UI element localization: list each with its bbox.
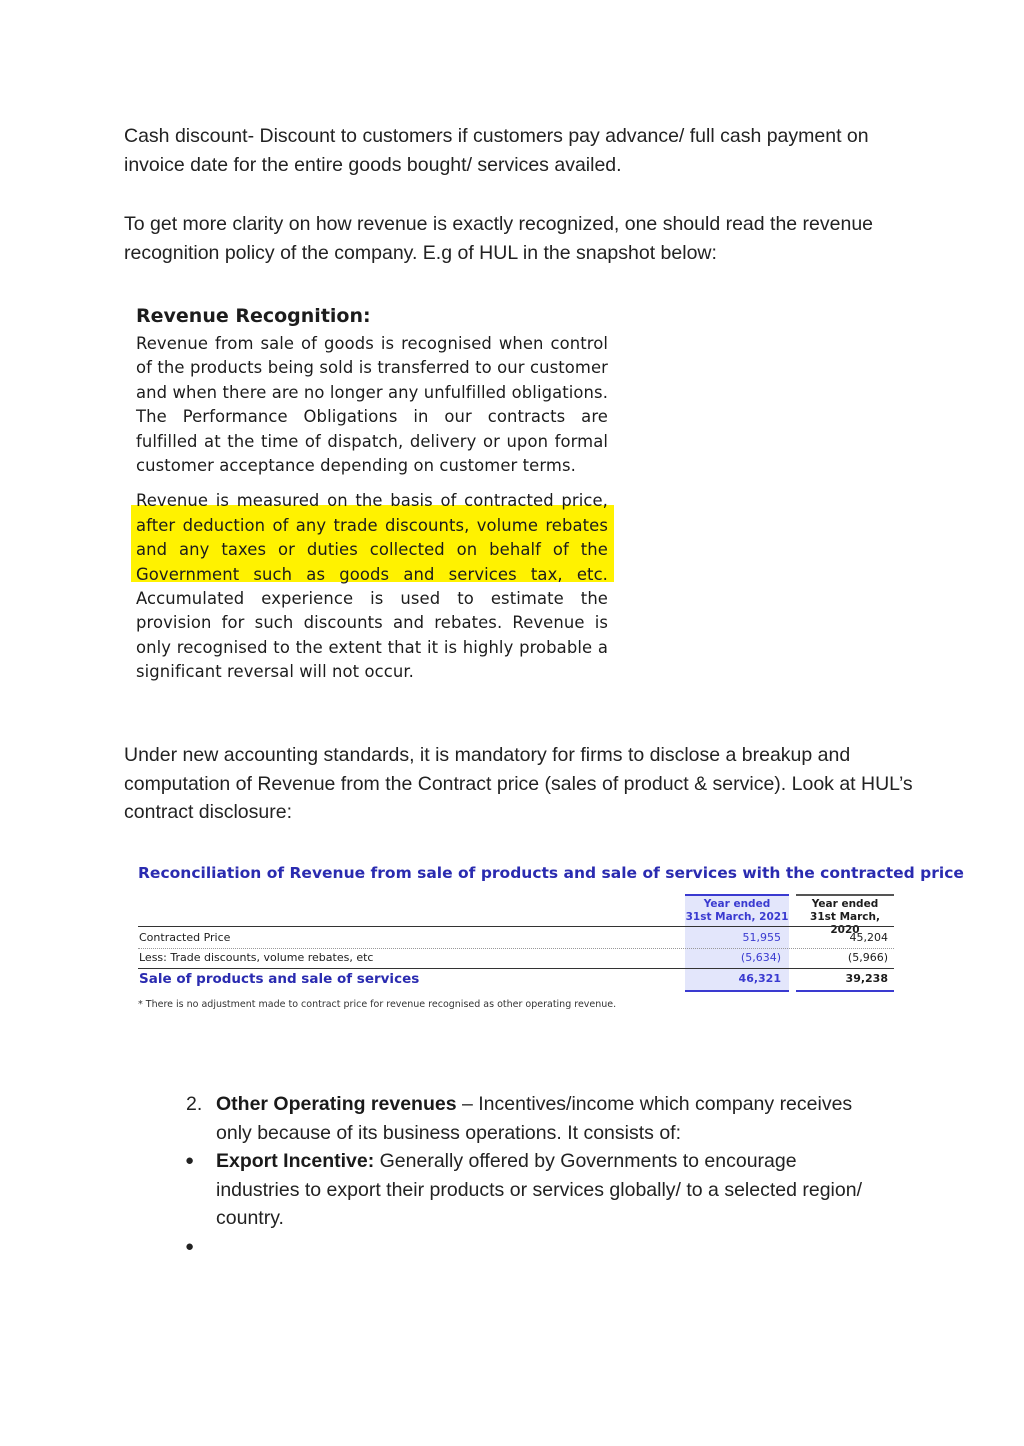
- column-header-2020-line2: 31st March, 2020: [810, 911, 880, 936]
- total-bottom-rule-col2: [796, 990, 894, 992]
- row-divider: [138, 948, 894, 949]
- reconciliation-table-snapshot: [138, 862, 964, 1010]
- table-footnote: * There is no adjustment made to contract price for revenue recognised as other operating revenue.: [138, 999, 617, 1010]
- row-value-2021: 46,321: [738, 972, 781, 985]
- snapshot-title: Revenue Recognition:: [136, 305, 371, 327]
- list-number: 2.: [186, 1093, 203, 1115]
- reconciliation-title: Reconciliation of Revenue from sale of products and sale of services with the contracted price: [138, 864, 964, 882]
- column-header-2021-line2: 31st March, 2021: [685, 911, 789, 923]
- paragraph-accounting-standards: Under new accounting standards, it is mandatory for firms to disclose a breakup and computation of Revenue from the Contract price (sales of product & service). Look at HUL’s contract disclosure:: [124, 744, 913, 823]
- total-bottom-rule-col1: [685, 990, 789, 992]
- snapshot-paragraph-1: Revenue from sale of goods is recognised when control of the products being sold is transferred to our customer and when there are no longer any unfulfilled obligations. The Performance Obligations in our contracts are fulfilled at the time of dispatch, delivery or upon formal customer acceptance depending on customer terms.: [136, 334, 608, 476]
- row-value-2020: 39,238: [845, 972, 888, 985]
- row-label: Contracted Price: [139, 931, 231, 944]
- column-header-2021: [685, 898, 789, 924]
- row-value-2020: 45,204: [849, 931, 888, 944]
- paragraph-revenue-clarity: To get more clarity on how revenue is exactly recognized, one should read the revenue recognition policy of the company. E.g of HUL in the snapshot below:: [124, 213, 874, 264]
- row-value-2021: (5,634): [740, 951, 781, 964]
- header-rule-col2: [796, 894, 894, 896]
- header-rule-col1: [685, 894, 789, 896]
- row-label: Less: Trade discounts, volume rebates, etc: [139, 951, 374, 964]
- list-item-text: – Incentives/income which company receives only because of its business operations. It consists of:: [216, 1093, 853, 1144]
- snapshot-paragraph-2: Revenue is measured on the basis of contracted price, after deduction of any trade discounts, volume rebates and any taxes or duties collected on behalf of the Government such as goods and services tax, etc. Accumulated experience is used to estimate the provision for such discounts and rebates. Revenue is only recognised to the extent that it is highly probable a significant reversal will not occur.: [136, 491, 608, 682]
- list-item-heading: Other Operating revenues: [216, 1093, 457, 1115]
- paragraph-cash-discount: Cash discount- Discount to customers if customers pay advance/ full cash payment on invoice date for the entire goods bought/ services availed.: [124, 125, 869, 176]
- list-item-other-operating-revenues: [216, 1090, 866, 1147]
- row-value-2021: 51,955: [742, 931, 781, 944]
- total-top-rule: [138, 968, 894, 969]
- list-item-heading: Export Incentive:: [216, 1150, 375, 1172]
- column-header-2021-line1: Year ended: [703, 898, 771, 910]
- revenue-recognition-snapshot: [136, 302, 608, 685]
- column-header-2020-line1: Year ended: [811, 898, 879, 910]
- list-item-export-incentive: [216, 1147, 866, 1233]
- bullet-icon: ●: [185, 1152, 195, 1169]
- bullet-icon: ●: [185, 1238, 195, 1255]
- row-value-2020: (5,966): [847, 951, 888, 964]
- row-label: Sale of products and sale of services: [139, 971, 420, 987]
- list-item-text: Generally offered by Governments to encourage industries to export their products or services globally/ to a selected region/ country.: [216, 1150, 862, 1229]
- header-bottom-rule: [138, 926, 894, 927]
